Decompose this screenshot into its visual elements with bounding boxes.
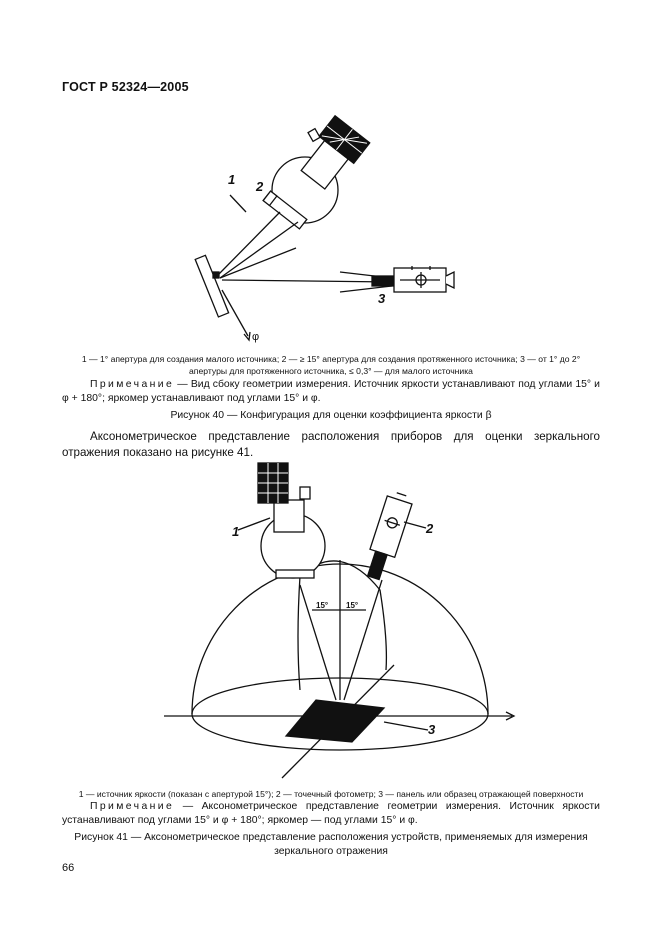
fig41-angle-right: 15° xyxy=(346,601,359,610)
fig40-note xyxy=(62,378,600,406)
fig41-legend: 1 — источник яркости (показан с апертурой 15°); 2 — точечный фотометр; 3 — панель или образец отражающей поверхности xyxy=(78,789,584,799)
fig41-label-1: 1 xyxy=(232,524,240,539)
fig40-legend-line2: апертуры для протяженного источника, ≤ 0,3° — для малого источника xyxy=(189,366,473,376)
fig40-caption: Рисунок 40 — Конфигурация для оценки коэффициента яркости β xyxy=(170,410,492,421)
document-header: ГОСТ Р 52324—2005 xyxy=(62,80,189,94)
sample-panel xyxy=(195,255,228,317)
fig40-label-2: 2 xyxy=(256,179,264,194)
fig40-note-label: Примечание xyxy=(90,379,175,390)
fig41-caption-line1: Рисунок 41 — Аксонометрическое представление расположения устройств, применяемых для измерения xyxy=(74,832,588,843)
fig41-note-text: — Аксонометрическое представление геометрии измерения. Источник яркости устанавливают под углами 15° и φ + 180°; яркомер — под углами 15° и φ. xyxy=(62,801,600,826)
body-paragraph: Аксонометрическое представление расположения приборов для оценки зеркального отражения показано на рисунке 41. xyxy=(62,430,600,459)
fig40-note-text: — Вид сбоку геометрии измерения. Источник яркости устанавливают под углами 15° и φ + 180°; яркомер устанавливают под углами 15° и φ. xyxy=(62,379,600,404)
fig41-caption-line2: зеркального отражения xyxy=(274,846,388,857)
fig41-note-label: Примечание xyxy=(90,801,175,812)
page-number: 66 xyxy=(62,862,75,874)
fig41-label-3: 3 xyxy=(428,722,436,737)
fig40-label-1: 1 xyxy=(228,172,236,187)
fig40-legend-line1: 1 — 1° апертура для создания малого источника; 2 — ≥ 15° апертура для создания протяженного источника; 3 — от 1° до 2° xyxy=(81,354,581,364)
figure-41-drawing xyxy=(0,455,661,785)
figure-40-drawing xyxy=(0,100,661,350)
fig40-phi-label: φ xyxy=(252,331,260,343)
lamp-tube xyxy=(296,116,370,194)
light-source xyxy=(258,463,325,578)
detector xyxy=(372,266,454,292)
fig41-note xyxy=(62,800,600,828)
fig40-label-3: 3 xyxy=(378,291,386,306)
sample-panel xyxy=(286,700,384,742)
fig41-label-2: 2 xyxy=(426,521,434,536)
fig41-angle-left: 15° xyxy=(316,601,329,610)
photometer xyxy=(362,490,414,582)
